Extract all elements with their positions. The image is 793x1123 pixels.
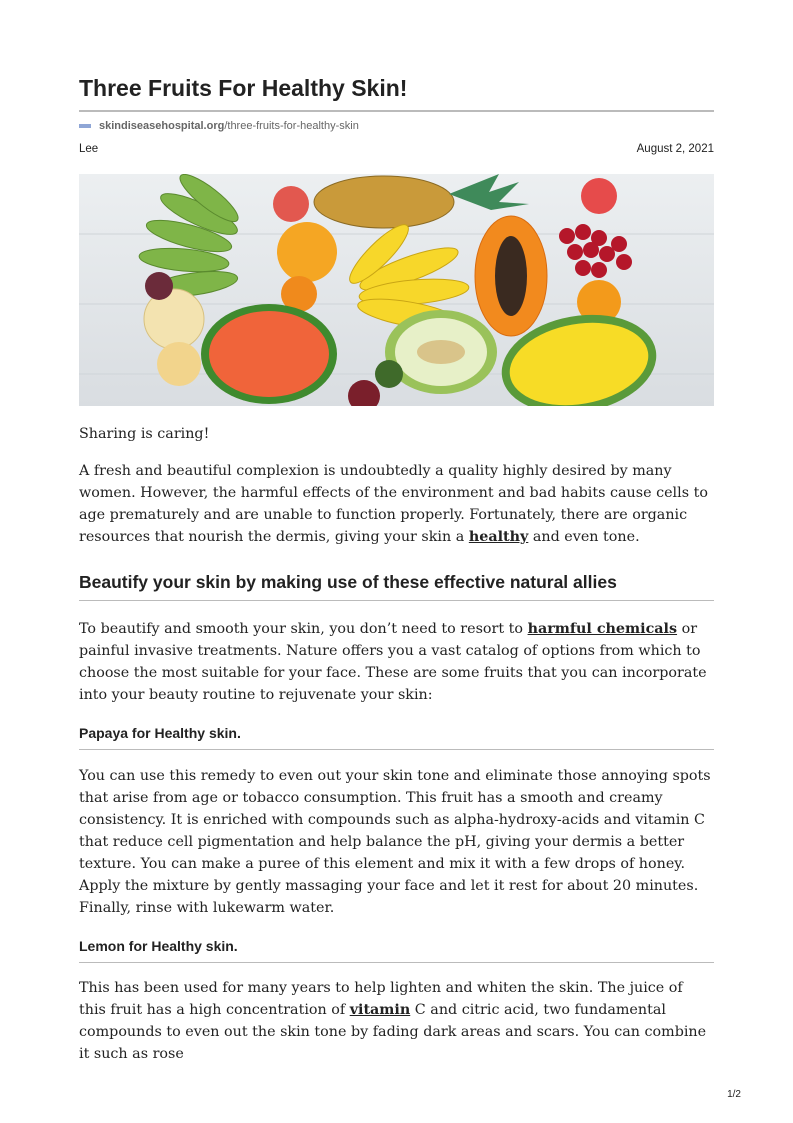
section-heading: Beautify your skin by making use of these effective natural allies [79, 570, 714, 601]
papaya-heading: Papaya for Healthy skin. [79, 723, 714, 750]
fruit-illustration [79, 174, 714, 406]
section-paragraph [79, 618, 714, 706]
source-url[interactable] [79, 118, 359, 134]
harmful-chemicals-link[interactable]: harmful chemicals [527, 621, 678, 637]
source-domain[interactable]: skindiseasehospital.org [99, 120, 225, 132]
link-icon [79, 124, 91, 128]
healthy-link[interactable]: healthy [468, 529, 529, 545]
source-path[interactable]: /three-fruits-for-healthy-skin [224, 120, 359, 132]
intro-text: A fresh and beautiful complexion is undoubtedly a quality highly desired by many women. However, the harmful effects of the environment and bad habits cause cells to age prematurely and are unable to function properly. Fortunately, there are organic resources that nourish the dermis, giving your skin a [79, 463, 708, 545]
section-text-end: or painful invasive treatments. Nature offers you a vast catalog of options from which to choose the most suitable for your face. These are some fruits that you can incorporate into your beauty routine to rejuvenate your skin: [79, 621, 707, 703]
lemon-paragraph [79, 977, 714, 1065]
papaya-paragraph: You can use this remedy to even out your skin tone and eliminate those annoying spots that arise from age or tobacco consumption. This fruit has a smooth and creamy consistency. It is enriched with compounds such as alpha-hydroxy-acids and vitamin C that reduce cell pigmentation and help balance the pH, giving your dermis a better texture. You can make a puree of this element and mix it with a few drops of honey. Apply the mixture by gently massaging your face and let it rest for about 20 minutes. Finally, rinse with lukewarm water. [79, 768, 711, 916]
lemon-text-end: C and citric acid, two fundamental compounds to even out the skin tone by fading dark areas and scars. You can combine it such as rose [79, 1002, 707, 1062]
intro-paragraph [79, 460, 714, 548]
article-meta [79, 143, 714, 155]
sharing-text: Sharing is caring! [79, 426, 210, 442]
author: Lee [79, 143, 99, 155]
page-number: 1/2 [727, 1089, 741, 1100]
intro-text-end: and even tone. [528, 529, 640, 545]
lemon-text: This has been used for many years to help lighten and whiten the skin. The juice of this fruit has a high concentration of [79, 980, 683, 1018]
vitamin-link[interactable]: vitamin [349, 1002, 411, 1018]
lemon-heading: Lemon for Healthy skin. [79, 936, 714, 963]
article-title: Three Fruits For Healthy Skin! [79, 72, 714, 112]
section-text: To beautify and smooth your skin, you don’t need to resort to [79, 621, 528, 637]
hero-image [79, 174, 714, 406]
publish-date: August 2, 2021 [636, 143, 714, 155]
